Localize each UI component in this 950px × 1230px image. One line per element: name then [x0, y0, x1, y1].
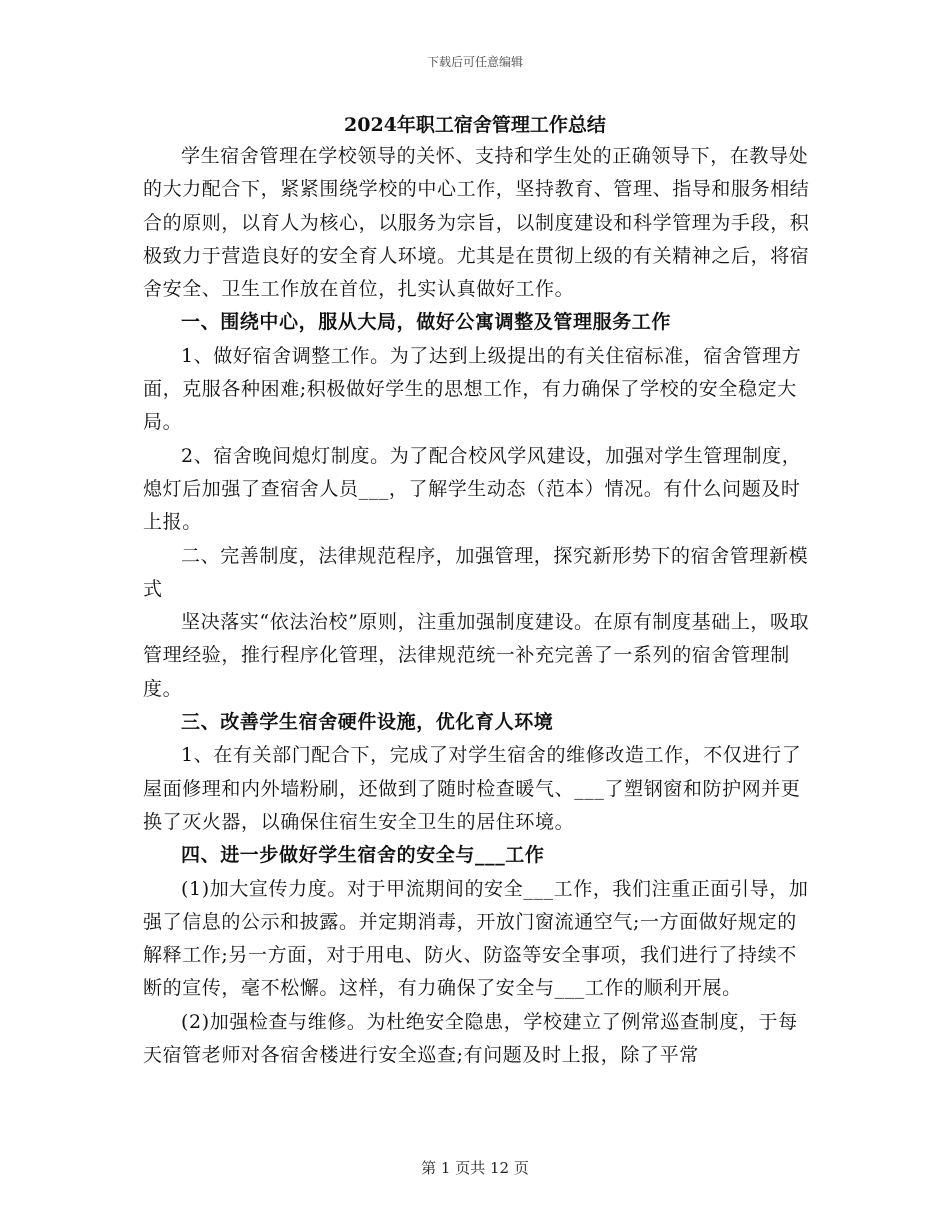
- paragraph: (2)加强检查与维修。为杜绝安全隐患，学校建立了例常巡查制度，于每天宿管老师对各宿舍楼进行安全巡查;有问题及时上报，除了平常: [143, 1010, 798, 1067]
- paragraph: (1)加大宣传力度。对于甲流期间的安全___工作，我们注重正面引导，加强了信息的公示和披露。并定期消毒，开放门窗流通空气;一方面做好规定的解释工作;另一方面，对于用电、防火、防盗等安全事项，我们进行了持续不断的宣传，毫不松懈。这样，有力确保了安全与___工作的顺利开展。: [143, 877, 809, 1000]
- paragraph: 坚决落实“依法治校”原则，注重加强制度建设。在原有制度基础上，吸取管理经验，推行程序化管理，法律规范统一补充完善了一系列的宿舍管理制度。: [143, 611, 810, 700]
- section-heading-3: 三、改善学生宿舍硬件设施，优化育人环境: [181, 711, 554, 734]
- paragraph-intro: 学生宿舍管理在学校领导的关怀、支持和学生处的正确领导下，在教导处的大力配合下，紧紧围绕学校的中心工作，坚持教育、管理、指导和服务相结合的原则，以育人为核心，以服务为宗旨，以制度建设和科学管理为手段，积极致力于营造良好的安全育人环境。尤其是在贯彻上级的有关精神之后，将宿舍安全、卫生工作放在首位，扎实认真做好工作。: [143, 145, 810, 301]
- header-note: 下载后可任意编辑: [426, 55, 523, 69]
- paragraph: 1、在有关部门配合下，完成了对学生宿舍的维修改造工作，不仅进行了屋面修理和内外墙粉刷，还做到了随时检查暖气、___了塑钢窗和防护网并更换了灭火器，以确保住宿生安全卫生的居住环境。: [143, 744, 802, 833]
- paragraph: 1、做好宿舍调整工作。为了达到上级提出的有关住宿标准，宿舍管理方面，克服各种困难;积极做好学生的思想工作，有力确保了学校的安全稳定大局。: [143, 344, 802, 434]
- paragraph: 2、宿舍晚间熄灯制度。为了配合校风学风建设，加强对学生管理制度，熄灯后加强了查宿舍人员___，了解学生动态（范本）情况。有什么问题及时上报。: [143, 444, 802, 534]
- section-heading-2: 二、完善制度，法律规范程序，加强管理，探究新形势下的宿舍管理新模式: [143, 544, 809, 600]
- section-heading-4: 四、进一步做好学生宿舍的安全与___工作: [181, 844, 545, 867]
- document-body: [143, 140, 813, 1072]
- page-footer: 第 1 页共 12 页: [421, 1159, 529, 1177]
- document-title: 2024年职工宿舍管理工作总结: [344, 114, 606, 136]
- section-heading-1: 一、围绕中心，服从大局，做好公寓调整及管理服务工作: [181, 311, 672, 334]
